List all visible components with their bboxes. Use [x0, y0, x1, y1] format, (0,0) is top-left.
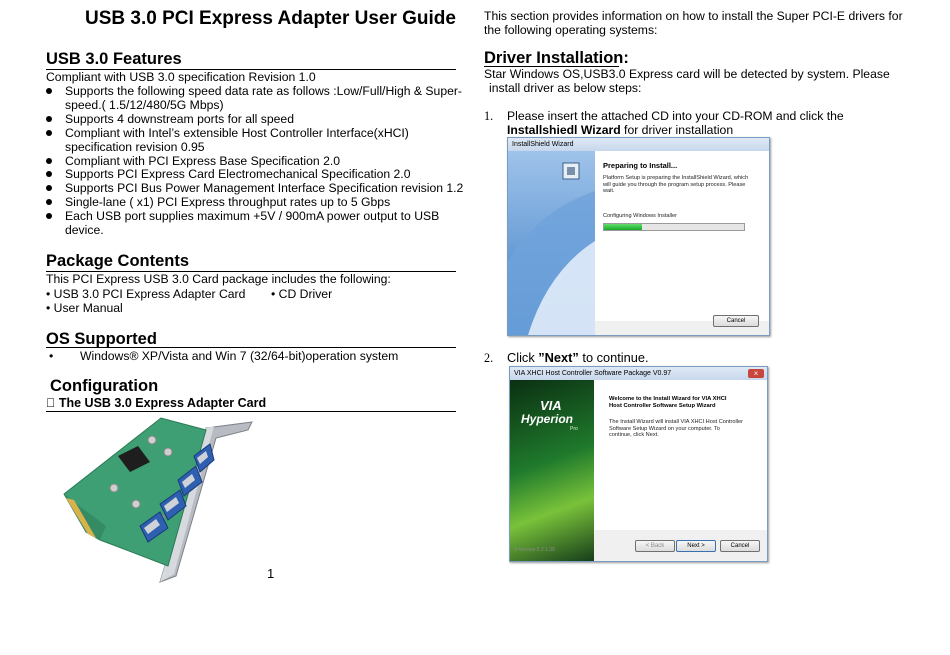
- installshield-wizard-window: [507, 137, 770, 336]
- feature-item-line: Single-lane ( x1) PCI Express throughput rates up to 5 Gbps: [65, 195, 391, 210]
- package-item-manual: • User Manual: [46, 301, 123, 315]
- feature-bullet: [46, 116, 52, 122]
- wizard1-progress-bar: [603, 223, 745, 231]
- wizard2-cancel-button[interactable]: Cancel: [720, 540, 760, 552]
- usb-adapter-card-image: [56, 416, 256, 586]
- wizard1-body: Platform Setup is preparing the InstallShield Wizard, which will guide you through the program setup process. Please wait.: [603, 175, 749, 195]
- step2-suffix: to continue.: [578, 350, 649, 365]
- feature-bullet: [46, 199, 52, 205]
- step2-number: 2.: [484, 351, 494, 365]
- config-subheading: The USB 3.0 Express Adapter Card: [46, 396, 254, 410]
- next-label: ”Next”: [538, 350, 579, 365]
- wizard2-back-button[interactable]: < Back: [635, 540, 675, 552]
- wizard2-titlebar: VIA XHCI Host Controller Software Package V0.97: [510, 367, 767, 380]
- feature-bullet: [46, 158, 52, 164]
- feature-bullet: [46, 213, 52, 219]
- package-heading: Package Contents: [46, 252, 190, 270]
- feature-item-line: Each USB port supplies maximum +5V / 900mA power output to USB: [65, 209, 440, 224]
- os-item: Windows® XP/Vista and Win 7 (32/64-bit)operation system: [80, 349, 399, 363]
- page-number: 1: [267, 566, 275, 581]
- config-rule: [46, 411, 456, 412]
- document-title: USB 3.0 PCI Express Adapter User Guide: [85, 8, 456, 29]
- package-item-cd: • CD Driver: [271, 287, 333, 301]
- detect-line2: install driver as below steps:: [489, 81, 642, 95]
- feature-item-line: Compliant with Intel’s extensible Host Controller Interface(xHCI): [65, 125, 409, 140]
- step1-number: 1.: [484, 109, 494, 123]
- pro-logo: Pro: [570, 426, 578, 432]
- wizard1-cancel-button[interactable]: Cancel: [713, 315, 759, 327]
- package-intro: This PCI Express USB 3.0 Card package includes the following:: [46, 272, 391, 286]
- installshield-wizard-label: Installshiedl Wizard: [507, 123, 621, 137]
- wizard2-heading-line1: Welcome to the Install Wizard for VIA XHCI: [609, 396, 727, 402]
- wizard1-status: Configuring Windows Installer: [603, 213, 677, 219]
- wizard2-version: V-Version 5.2.1.38: [514, 547, 555, 553]
- hyperion-logo: Hyperion: [521, 412, 574, 426]
- wizard1-titlebar: InstallShield Wizard: [508, 138, 769, 151]
- wizard1-heading: Preparing to Install...: [603, 161, 678, 170]
- feature-item-line: specification revision 0.95: [65, 139, 205, 154]
- wizard1-sidebar-graphic: [508, 151, 595, 335]
- wizard2-body: The Install Wizard will install VIA XHCI Host Controller Software Setup Wizard on your computer. To continue, click Next.: [609, 419, 743, 439]
- wizard2-next-button[interactable]: Next >: [676, 540, 716, 552]
- feature-item-line: Compliant with PCI Express Base Specification 2.0: [65, 153, 341, 168]
- feature-item-line: Supports PCI Express Card Electromechanical Specification 2.0: [65, 167, 411, 182]
- feature-bullet: [46, 185, 52, 191]
- os-rule: [46, 347, 456, 348]
- feature-item-line: Supports 4 downstream ports for all speed: [65, 111, 294, 126]
- feature-item-line: device.: [65, 223, 104, 237]
- features-heading: USB 3.0 Features: [46, 50, 182, 68]
- config-heading: Configuration: [50, 377, 159, 395]
- detect-line1: Star Windows OS,USB3.0 Express card will be detected by system. Please: [484, 67, 890, 81]
- package-item-card: • USB 3.0 PCI Express Adapter Card: [46, 287, 246, 301]
- feature-bullet: [46, 171, 52, 177]
- feature-bullet: [46, 88, 52, 94]
- wizard1-progress-fill: [604, 224, 642, 230]
- via-xhci-wizard-window: [509, 366, 768, 562]
- os-bullet: •: [49, 349, 54, 363]
- wizard1-content: [595, 151, 769, 321]
- install-intro-line1: This section provides information on how to install the Super PCI-E drivers for: [484, 9, 903, 23]
- install-intro-line2: the following operating systems:: [484, 23, 658, 37]
- feature-item-line: Supports PCI Bus Power Management Interface Specification revision 1.2: [65, 181, 464, 196]
- wizard2-sidebar-graphic: [510, 380, 594, 561]
- wizard2-heading-line2: Host Controller Software Setup Wizard: [609, 403, 716, 409]
- step2-line: [507, 351, 649, 365]
- via-logo: VIA: [540, 398, 562, 413]
- step1-line2-rest: for driver installation: [620, 123, 734, 137]
- step1-line1: Please insert the attached CD into your CD-ROM and click the: [507, 109, 844, 123]
- wizard2-close-button[interactable]: ×: [748, 369, 764, 378]
- feature-item-line: speed.( 1.5/12/480/5G Mbps): [65, 97, 224, 112]
- feature-bullet: [46, 130, 52, 136]
- features-intro: Compliant with USB 3.0 specification Revision 1.0: [46, 70, 316, 84]
- wizard2-content: [594, 380, 767, 530]
- os-heading: OS Supported: [46, 330, 157, 348]
- feature-item-line: Supports the following speed data rate as follows :Low/Full/High & Super-: [65, 84, 462, 98]
- driver-installation-heading: Driver Installation:: [484, 49, 629, 67]
- step1-line2: [507, 123, 733, 137]
- step2-prefix: Click: [507, 350, 539, 365]
